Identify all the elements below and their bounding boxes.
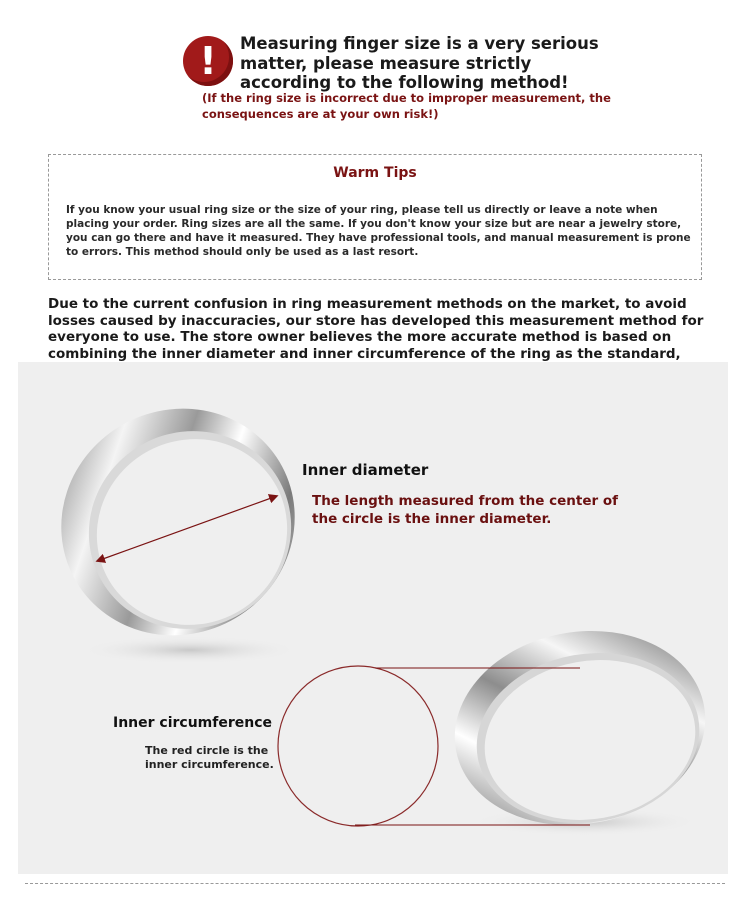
bottom-divider <box>25 883 725 884</box>
ring-bottom-image <box>439 612 721 845</box>
circumference-circle <box>278 666 438 826</box>
inner-diameter-description: The length measured from the center of the circle is the inner diameter. <box>312 493 619 527</box>
warm-tips-body: If you know your usual ring size or the size of your ring, please tell us directly or leave a note when placing your order. Ring sizes are all the same. If you don't know your size but are near a jewelry store, you can go there and have it measured. They have professional tools, and manual measurement is prone to errors. This method should only be used as a last resort. <box>66 204 691 258</box>
headline: Measuring finger size is a very serious matter, please measure strictly according to the following method! <box>240 34 599 92</box>
inner-circumference-heading: Inner circumference <box>113 715 273 731</box>
inner-circumference-description: The red circle is the inner circumference. <box>145 744 274 771</box>
exclamation-glyph: ! <box>199 39 217 83</box>
ring-top-image <box>21 368 335 677</box>
warning-note: (If the ring size is incorrect due to improper measurement, the consequences are at your own risk!) <box>202 91 611 121</box>
warm-tips-title: Warm Tips <box>333 165 417 181</box>
intro-paragraph: Due to the current confusion in ring measurement methods on the market, to avoid losses caused by inaccuracies, our store has developed this measurement method for everyone to use. The store owner believes the more accurate method is based on combining the inner diameter and inner circumference of the ring as the standard, <box>48 296 704 362</box>
inner-diameter-heading: Inner diameter <box>302 461 429 479</box>
